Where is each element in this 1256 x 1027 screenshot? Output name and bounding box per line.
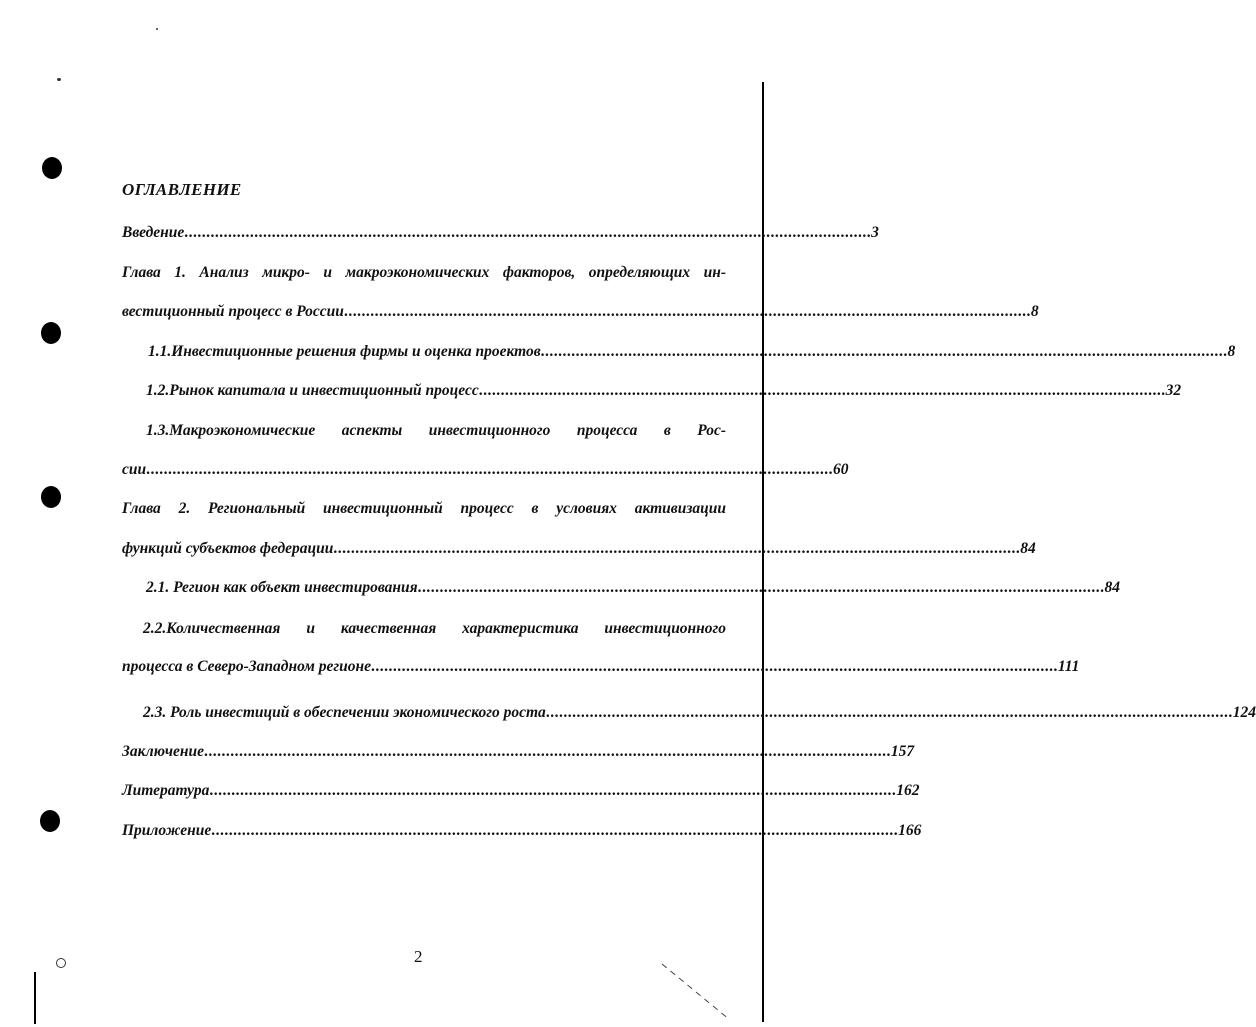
toc-leader: ............................................................................................................................................................. (204, 743, 891, 760)
toc-entry: вестиционный процесс в России ............................................................................................................................................................. 8 (122, 303, 1039, 320)
punch-hole-2 (41, 322, 61, 344)
speck (57, 78, 61, 81)
scan-scratch (660, 962, 740, 1022)
toc-leader: ............................................................................................................................................................. (545, 704, 1233, 721)
page-number: 2 (414, 947, 423, 966)
toc-entry: 2.2.Количественная и качественная характеристика инвестиционного (143, 620, 726, 637)
toc-entry: Литература ............................................................................................................................................................. 162 (122, 782, 920, 799)
toc-leader: ............................................................................................................................................................. (343, 303, 1031, 320)
toc-entry: Введение ............................................................................................................................................................. 3 (122, 224, 879, 241)
speck (56, 958, 66, 968)
toc-entry: 2.1. Регион как объект инвестирования ............................................................................................................................................................. 84 (146, 579, 1121, 596)
toc-title: ОГЛАВЛЕНИЕ (122, 180, 242, 199)
toc-entry: сии ............................................................................................................................................................. 60 (122, 461, 849, 478)
toc-entry: Заключение ............................................................................................................................................................. 157 (122, 743, 915, 760)
speck (156, 28, 158, 30)
toc-leader: ............................................................................................................................................................. (478, 382, 1166, 399)
toc-leader: ............................................................................................................................................................. (333, 540, 1021, 557)
punch-hole-1 (42, 157, 62, 179)
toc-entry: 1.3.Макроэкономические аспекты инвестиционного процесса в Рос- (146, 422, 726, 439)
toc-entry: Приложение ............................................................................................................................................................. 166 (122, 822, 922, 839)
toc-leader: ............................................................................................................................................................. (184, 224, 872, 241)
toc-entry: функций субъектов федерации ............................................................................................................................................................. 84 (122, 540, 1036, 557)
toc-leader: ............................................................................................................................................................. (146, 461, 833, 478)
toc-leader: ............................................................................................................................................................. (211, 822, 899, 839)
toc-entry: процесса в Северо-Западном регионе ............................................................................................................................................................. 111 (122, 658, 1080, 675)
left-edge-line (34, 972, 36, 1024)
toc-entry: 1.2.Рынок капитала и инвестиционный процесс ............................................................................................................................................................. 32 (146, 382, 1182, 399)
punch-hole-4 (40, 810, 60, 832)
punch-hole-3 (41, 486, 61, 508)
toc-leader: ............................................................................................................................................................. (540, 343, 1228, 360)
toc-leader: ............................................................................................................................................................. (417, 579, 1105, 596)
toc-entry: 1.1.Инвестиционные решения фирмы и оценка проектов ............................................................................................................................................................. 8 (148, 343, 1236, 360)
toc-leader: ............................................................................................................................................................. (209, 782, 897, 799)
toc-leader: ............................................................................................................................................................. (370, 658, 1058, 675)
toc-entry: 2.3. Роль инвестиций в обеспечении экономического роста ............................................................................................................................................................. 124 (143, 704, 1256, 721)
toc-entry: Глава 1. Анализ микро- и макроэкономических факторов, определяющих ин- (122, 264, 726, 281)
toc-entry: Глава 2. Региональный инвестиционный процесс в условиях активизации (122, 500, 726, 517)
